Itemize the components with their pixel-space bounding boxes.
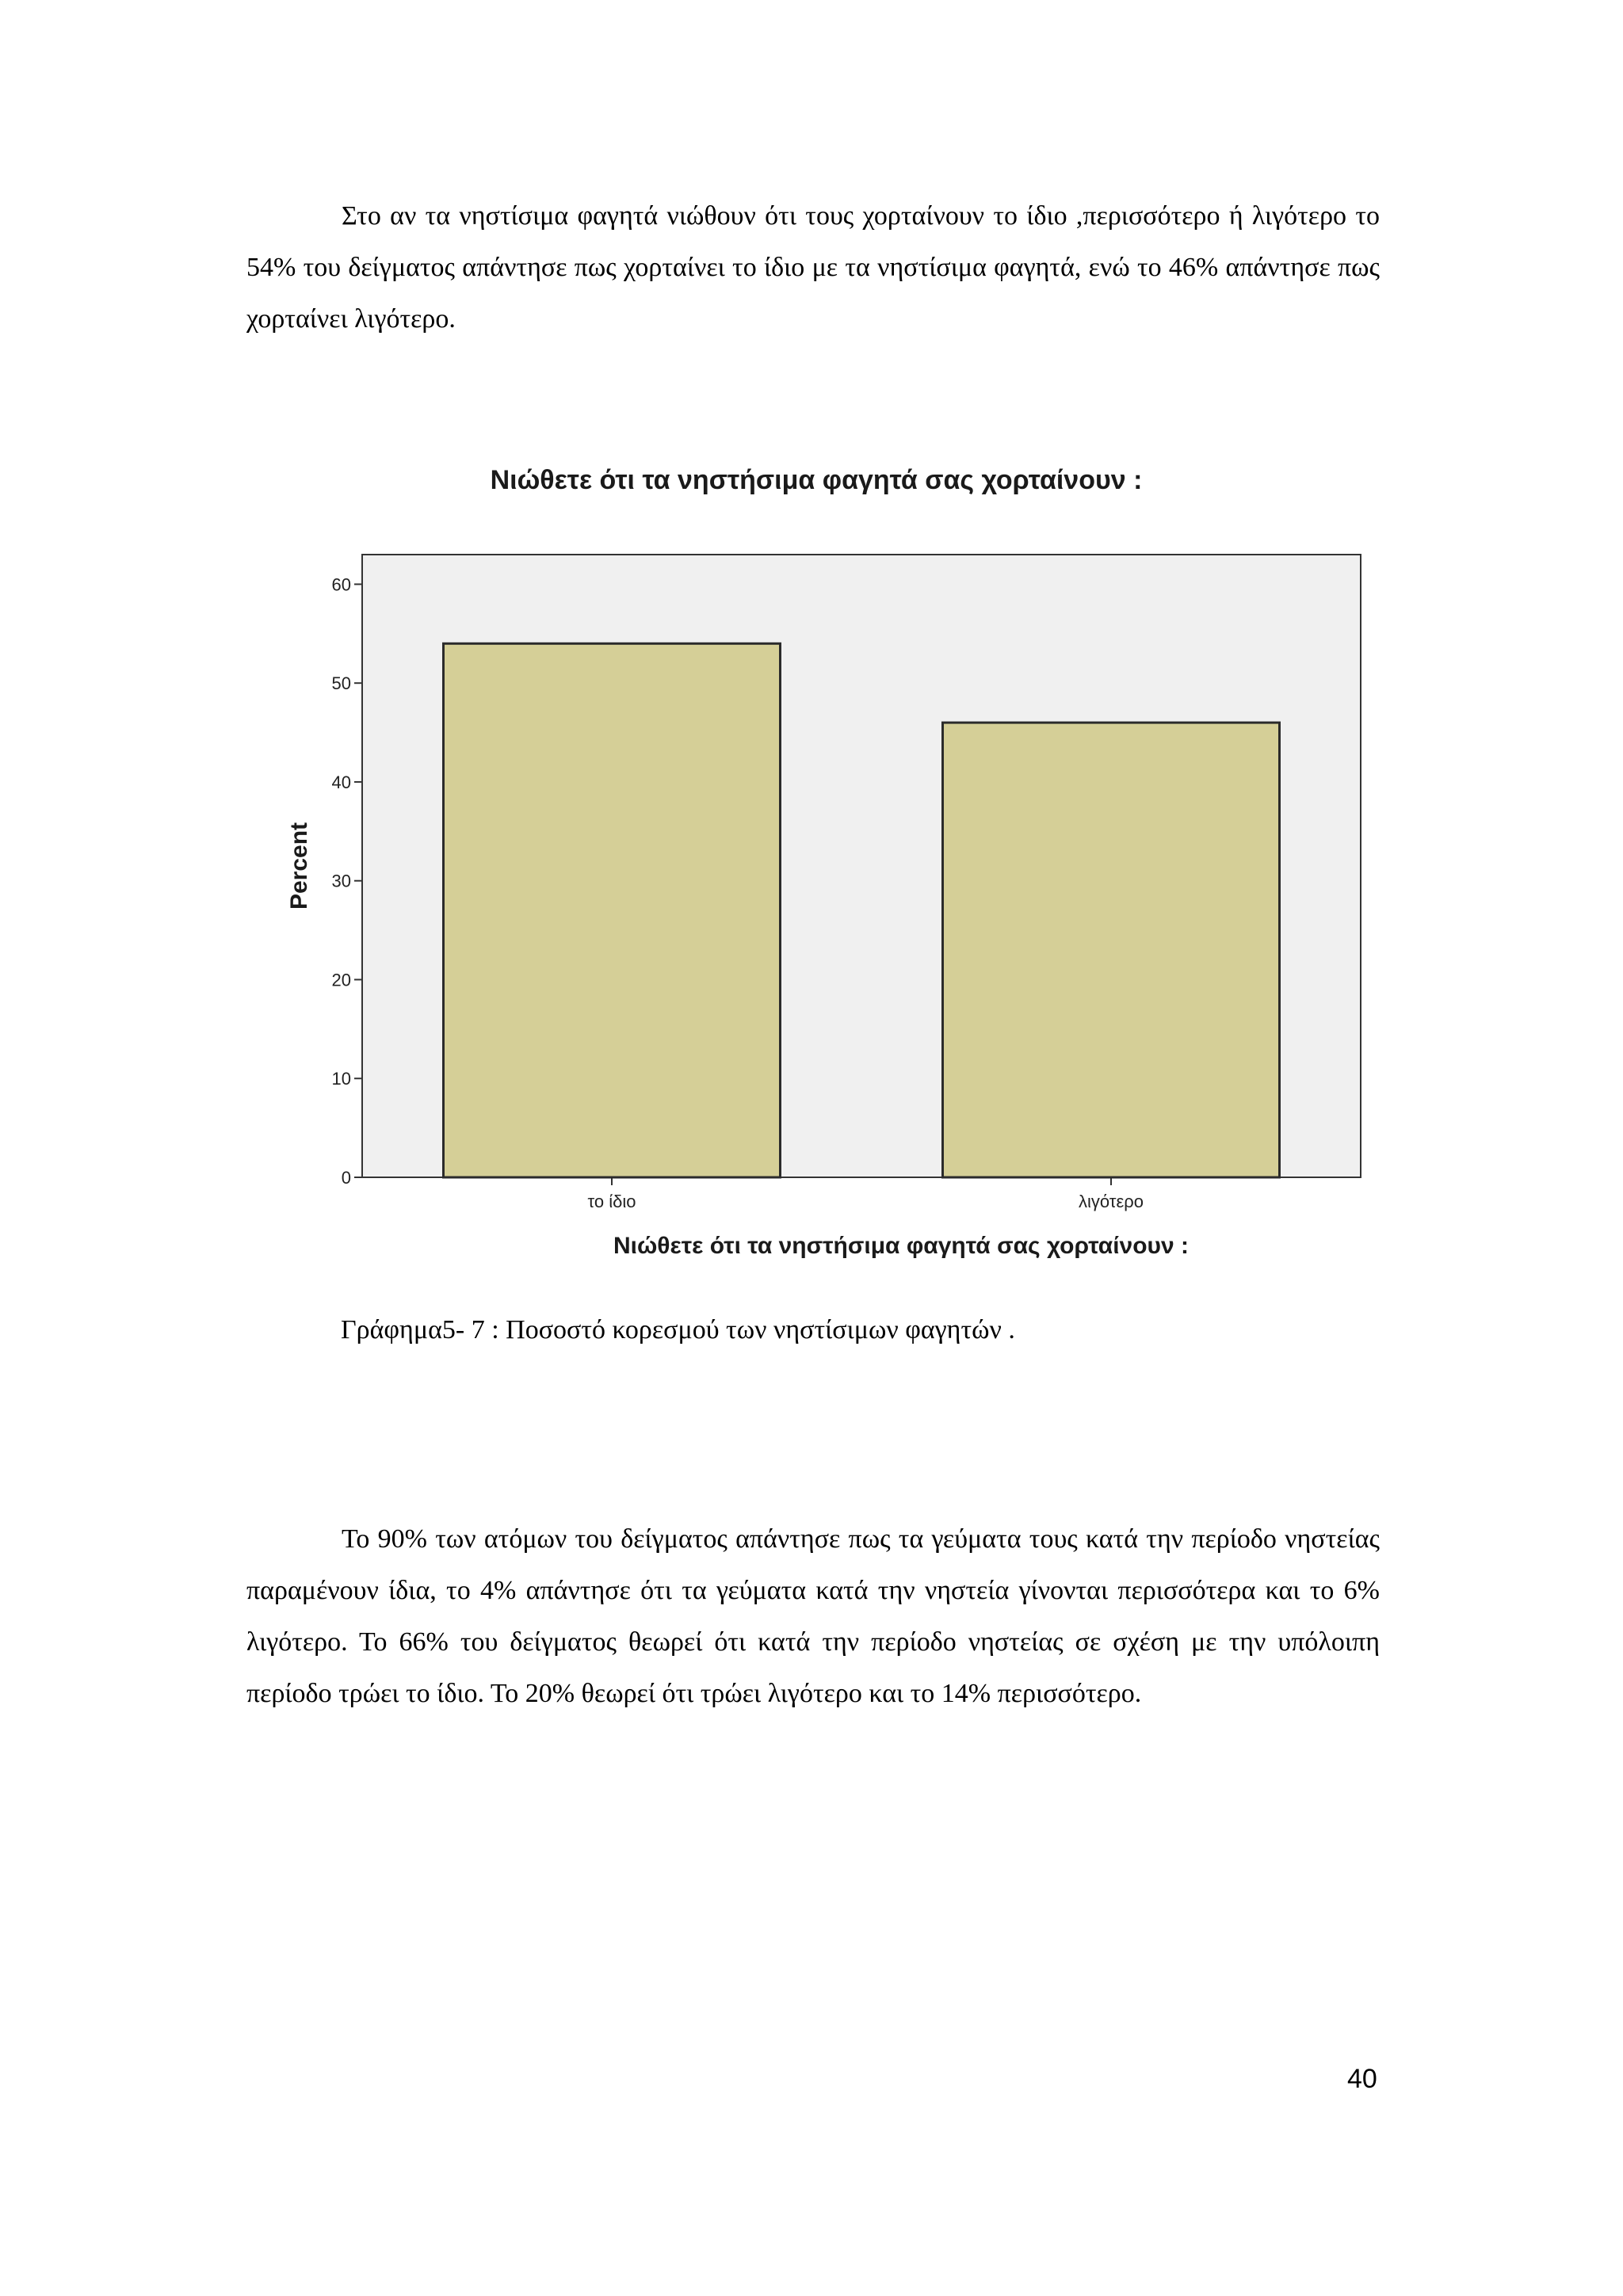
y-tick-label: 20 bbox=[331, 970, 351, 990]
y-axis bbox=[332, 574, 362, 1188]
bar-1 bbox=[943, 723, 1280, 1177]
y-tick-label: 30 bbox=[331, 871, 351, 891]
chart-svg bbox=[269, 452, 1379, 1268]
second-paragraph: Το 90% των ατόμων του δείγματος απάντησε πως τα γεύματα τους κατά την περίοδο νηστείας παραμένουν ίδια, το 4% απάντησε ότι τα γεύματα κατά την νηστεία γίνονται περισσότερα και το 6% λιγότερο. Το 66% του δείγματος θεωρεί ότι κατά την περίοδο νηστείας σε σχέση με την υπόλοιπη περίοδο τρώει το ίδιο. Το 20% θεωρεί ότι τρώει λιγότερο και το 14% περισσότερο. bbox=[246, 1524, 1380, 1708]
y-tick-label: 0 bbox=[341, 1168, 351, 1188]
page-number: 40 bbox=[1347, 2064, 1377, 2094]
figure-caption: Γράφημα5- 7 : Ποσοστό κορεσμού των νηστίσιμων φαγητών . bbox=[341, 1315, 1015, 1344]
bar-chart bbox=[269, 452, 1379, 1268]
y-tick-label: 60 bbox=[331, 574, 351, 595]
y-tick-label: 50 bbox=[331, 673, 351, 694]
x-axis bbox=[588, 1177, 1144, 1211]
x-tick-label: το ίδιο bbox=[587, 1192, 636, 1211]
x-axis-title: Νιώθετε ότι τα νηστήσιμα φαγητά σας χορταίνουν : bbox=[613, 1233, 1190, 1259]
intro-paragraph: Στο αν τα νηστίσιμα φαγητά νιώθουν ότι τους χορταίνουν το ίδιο ,περισσότερο ή λιγότερο το 54% του δείγματος απάντησε πως χορταίνει το ίδιο με τα νηστίσιμα φαγητά, ενώ το 46% απάντησε πως χορταίνει λιγότερο. bbox=[246, 201, 1380, 334]
bar-0 bbox=[444, 643, 781, 1177]
chart-title: Νιώθετε ότι τα νηστήσιμα φαγητά σας χορταίνουν : bbox=[490, 465, 1143, 495]
x-tick-label: λιγότερο bbox=[1078, 1192, 1144, 1211]
y-axis-title: Percent bbox=[286, 822, 312, 910]
y-tick-label: 40 bbox=[331, 772, 351, 792]
y-tick-label: 10 bbox=[331, 1069, 351, 1089]
